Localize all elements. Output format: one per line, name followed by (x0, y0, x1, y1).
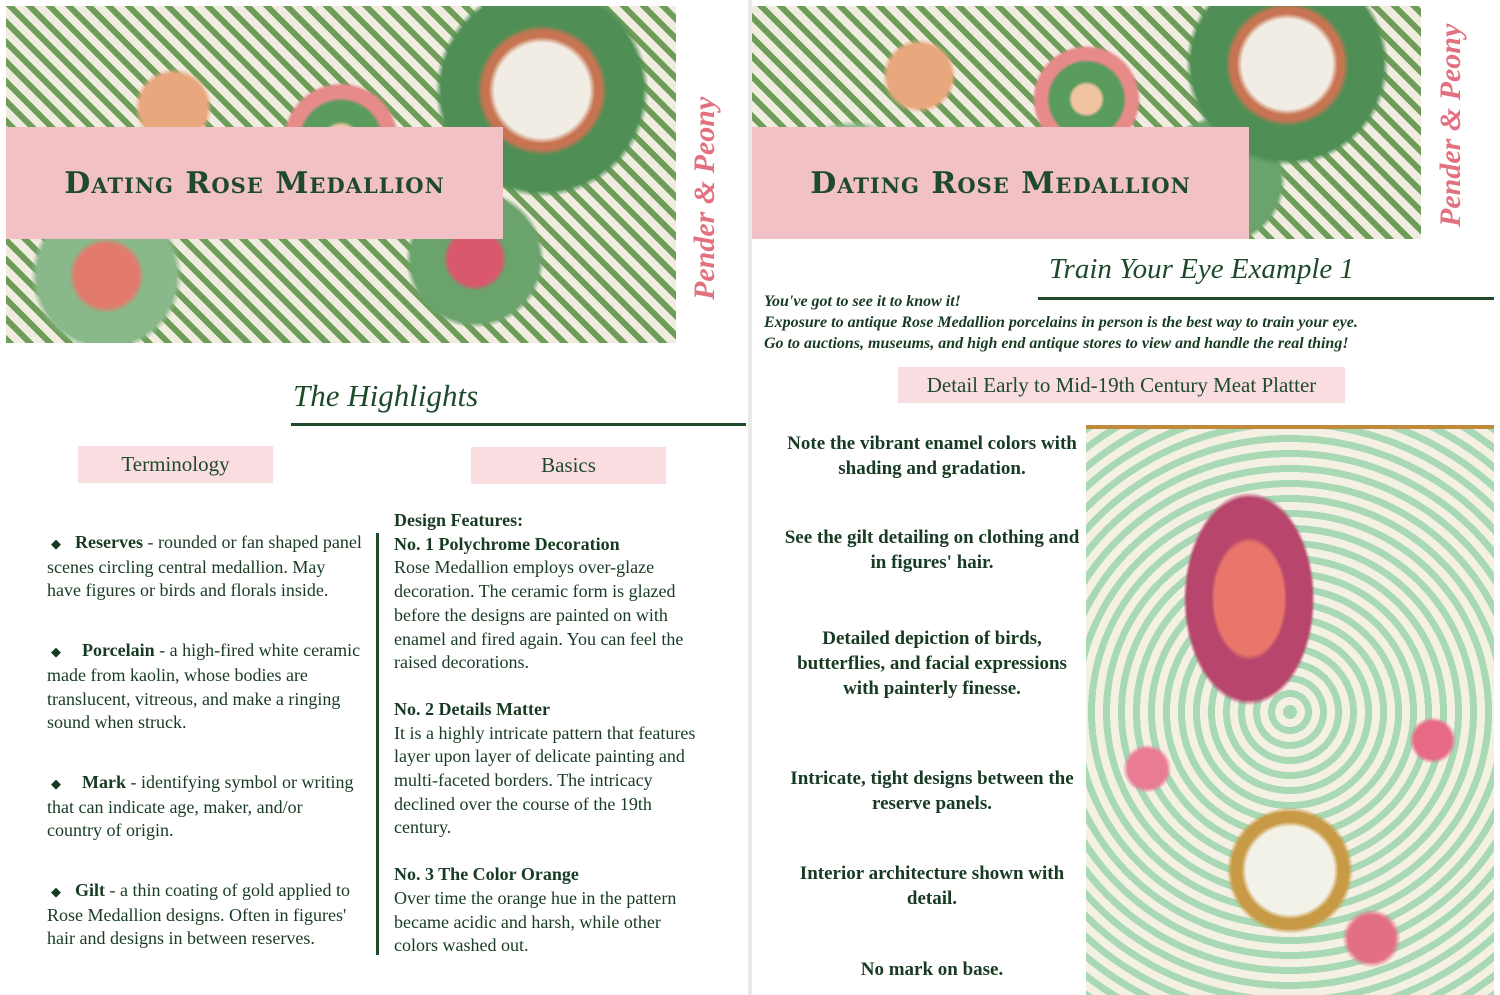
term-item: ◆ Porcelain - a high-fired white ceramic made from kaolin, whose bodies are translucent, vitreous, and make a ringing sound when struck. (47, 640, 361, 733)
intro-text: You've got to see it to know it! Exposure to antique Rose Medallion porcelains in person is the best way to train your eye. Go to auctions, museums, and high end antique stores to view and handle the real thing! (764, 293, 1358, 352)
note: Detailed depiction of birds, butterflies, and facial expressions with painterly finesse. (797, 628, 1067, 699)
basics-list: Design Features: No. 1 Polychrome Decoration Rose Medallion employs over-glaze decoration. The ceramic form is glazed before the designs are painted on with enamel and fired again. You can feel the raised decorations. No. 2 Details Matter It is a highly intricate pattern that features layer upon layer of delicate painting and multi-faceted borders. The intricacy declined over the course of the 19th century. No. 3 The Color Orange Over time the orange hue in the pattern became acidic and harsh, while other colors washed out. (394, 509, 709, 958)
basics-item: No. 1 Polychrome Decoration Rose Medallion employs over-glaze decoration. The ceramic form is glazed before the designs are painted on with enamel and fired again. You can feel the raised decorations. (394, 533, 684, 673)
note: Note the vibrant enamel colors with shading and gradation. (787, 433, 1077, 479)
diamond-bullet-icon: ◆ (51, 775, 61, 791)
column-divider (376, 533, 379, 955)
note: See the gilt detailing on clothing and in figures' hair. (784, 527, 1080, 573)
basics-item: No. 3 The Color Orange Over time the orange hue in the pattern became acidic and harsh, while other colors washed out. (394, 864, 677, 956)
title-band (6, 127, 503, 239)
page-title: Dating Rose Medallion (64, 165, 445, 201)
terminology-label: Terminology (78, 446, 273, 483)
terminology-list (47, 531, 362, 974)
brand-logo: Pender & Peony (1434, 23, 1467, 227)
page-train-your-eye (752, 0, 1500, 995)
meat-platter-photo (1086, 425, 1494, 995)
brand-logo: Pender & Peony (688, 96, 721, 300)
title-band (752, 127, 1249, 239)
caption-label: Detail Early to Mid-19th Century Meat Platter (898, 367, 1345, 403)
section-title: The Highlights (293, 378, 479, 413)
term-item: ◆ Gilt - a thin coating of gold applied to Rose Medallion designs. Often in figures' hair and designs in between reserves. (47, 880, 350, 949)
note: Interior architecture shown with detail. (799, 863, 1065, 909)
diamond-bullet-icon: ◆ (51, 536, 61, 551)
term-item: ◆ Reserves - rounded or fan shaped panel scenes circling central medallion. May have figures or birds and florals inside. (47, 532, 362, 601)
basics-item: No. 2 Details Matter It is a highly intricate pattern that features layer upon layer of delicate painting and multi-faceted borders. The intricacy declined over the course of the 19th century. (394, 698, 696, 838)
divider (291, 423, 746, 426)
note: No mark on base. (860, 959, 1004, 980)
diamond-bullet-icon: ◆ (51, 644, 61, 660)
page-title: Dating Rose Medallion (810, 165, 1191, 201)
basics-label: Basics (471, 447, 666, 484)
term-item: ◆ Mark - identifying symbol or writing that can indicate age, maker, and/or country of origin. (47, 771, 354, 841)
diamond-bullet-icon: ◆ (51, 884, 61, 900)
note: Intricate, tight designs between the reserve panels. (790, 768, 1074, 814)
section-title: Train Your Eye Example 1 (1049, 253, 1355, 285)
page-highlights (0, 0, 748, 995)
